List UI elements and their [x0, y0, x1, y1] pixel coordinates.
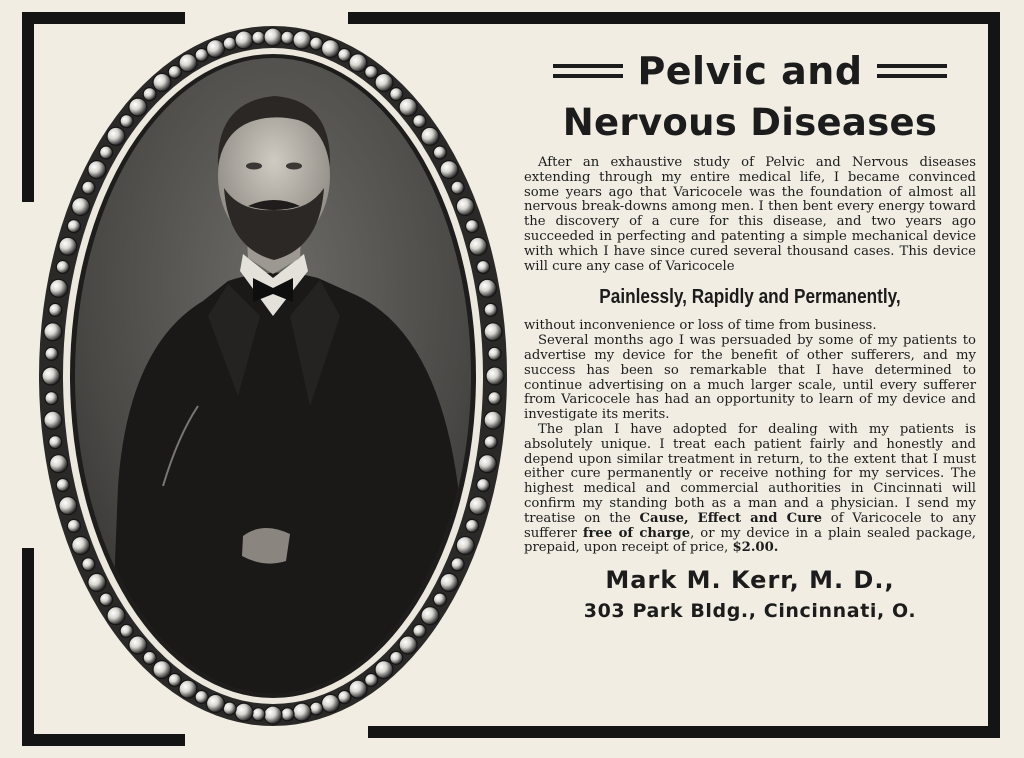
pearl-bead — [129, 98, 147, 116]
pearl-bead — [375, 73, 393, 91]
headline-title-2: Nervous Diseases — [562, 101, 938, 144]
pearl-bead — [322, 40, 340, 58]
decorative-rule-left — [553, 64, 623, 78]
pearl-bead — [82, 181, 95, 194]
pearl-bead — [100, 146, 113, 159]
pearl-bead — [88, 161, 106, 179]
pearl-bead — [281, 31, 294, 44]
pearl-bead — [477, 479, 490, 492]
pearl-bead — [50, 455, 68, 473]
pearl-bead — [223, 37, 236, 50]
pearl-bead — [477, 261, 490, 274]
pearl-bead — [143, 88, 156, 101]
pearl-bead — [67, 519, 80, 532]
pearl-bead — [59, 237, 77, 255]
pearl-bead — [484, 411, 502, 429]
pearl-bead — [72, 537, 90, 555]
paragraph-4-text-b: of Varicocele to any sufferer — [524, 510, 976, 541]
pearl-bead — [456, 198, 474, 216]
pearl-bead — [223, 702, 236, 715]
pearl-bead — [293, 703, 311, 721]
paragraph-4-bold-a: Cause, Effect and Cure — [639, 510, 823, 526]
pearl-bead — [421, 607, 439, 625]
pearl-bead — [451, 558, 464, 571]
headline-title-1: Pelvic and — [637, 49, 863, 93]
body-paragraph-3: Several months ago I was persuaded by some of my patients to advertise my device for the benefit of other sufferers, and my success has been so remarkable that I have determined to continue advertising on a much larger scale, until every sufferer from Varicocele has had an opportunity to learn of my device and investigate its merits. — [524, 333, 976, 423]
advertisement-text — [524, 44, 976, 622]
portrait-frame — [28, 16, 518, 738]
pearl-bead — [421, 127, 439, 145]
pearl-bead — [107, 607, 125, 625]
pearl-bead — [484, 303, 497, 316]
pearl-bead — [390, 651, 403, 664]
pearl-bead — [281, 708, 294, 721]
pearl-bead — [82, 558, 95, 571]
paragraph-4-text-c: , or my device in a plain sealed package, prepaid, upon receipt of price, — [524, 525, 976, 556]
pearl-bead — [310, 702, 323, 715]
pearl-bead — [451, 181, 464, 194]
pearl-bead — [466, 220, 479, 233]
pearl-bead — [72, 198, 90, 216]
signature-name: Mark M. Kerr, M. D., — [605, 566, 895, 595]
subheading: Painlessly, Rapidly and Permanently, — [599, 286, 901, 309]
pearl-bead — [338, 49, 351, 62]
pearl-bead — [365, 66, 378, 79]
pearl-bead — [252, 31, 265, 44]
pearl-bead — [413, 115, 426, 128]
body-paragraph-4 — [524, 423, 976, 556]
pearl-bead — [293, 31, 311, 49]
headline-line-1 — [524, 44, 976, 98]
pearl-bead — [168, 66, 181, 79]
pearl-bead — [56, 261, 69, 274]
pearl-bead — [456, 537, 474, 555]
pearl-bead — [207, 40, 225, 58]
paragraph-4-bold-c: $2.00. — [732, 540, 779, 556]
pearl-bead — [469, 237, 487, 255]
pearl-bead — [45, 392, 58, 405]
paragraph-4-bold-b: free of charge — [582, 525, 691, 541]
signature-address: 303 Park Bldg., Cincinnati, O. — [583, 600, 917, 623]
body-paragraph-1: After an exhaustive study of Pelvic and Nervous diseases extending through my entire medical life, I became convinced some years ago that Varicocele was the foundation of almost all nervous break-downs among men. I then bent every energy toward the discovery of a cure for this disease, and two years ago succeeded in perfecting and patenting a simple mechanical device with which I have since cured several thousand cases. This device will cure any case of Varicocele — [524, 155, 976, 274]
pearl-bead — [365, 674, 378, 687]
pearl-bead — [49, 436, 62, 449]
pearl-bead — [100, 593, 113, 606]
pearl-bead — [107, 127, 125, 145]
pearl-bead — [120, 115, 133, 128]
pearl-bead — [179, 54, 197, 72]
pearl-bead — [207, 694, 225, 712]
pearl-bead — [49, 303, 62, 316]
pearl-bead — [153, 73, 171, 91]
pearl-bead — [478, 455, 496, 473]
pearl-bead — [433, 593, 446, 606]
pearl-bead — [88, 573, 106, 591]
pearl-bead — [59, 497, 77, 515]
portrait-image — [28, 16, 518, 738]
body-paragraph-2: without inconvenience or loss of time from business. — [524, 318, 877, 334]
pearl-bead — [399, 636, 417, 654]
pearl-bead — [440, 573, 458, 591]
pearl-bead — [488, 347, 501, 360]
pearl-bead — [399, 98, 417, 116]
pearl-bead — [484, 436, 497, 449]
pearl-bead — [45, 347, 58, 360]
pearl-bead — [484, 323, 502, 341]
pearl-bead — [44, 411, 62, 429]
pearl-bead — [120, 624, 133, 637]
pearl-bead — [56, 479, 69, 492]
pearl-bead — [235, 703, 253, 721]
pearl-bead — [143, 651, 156, 664]
pearl-bead — [466, 519, 479, 532]
pearl-bead — [349, 680, 367, 698]
pearl-bead — [478, 279, 496, 297]
pearl-bead — [42, 367, 60, 385]
decorative-rule-right — [877, 64, 947, 78]
pearl-bead — [153, 661, 171, 679]
pearl-bead — [179, 680, 197, 698]
pearl-bead — [195, 691, 208, 704]
pearl-bead — [310, 37, 323, 50]
pearl-bead — [488, 392, 501, 405]
pearl-bead — [235, 31, 253, 49]
paragraph-4-text-a: The plan I have adopted for dealing with my patients is absolutely unique. I treat each patient fairly and honestly and depend upon similar treatment in return, to the extent that I must either cure permanently or receive nothing for my services. The highest medical and commercial authorities in Cincinnati will confirm my standing both as a man and a physician. I send my treatise on the — [524, 421, 976, 526]
pearl-bead — [67, 220, 80, 233]
pearl-bead — [486, 367, 504, 385]
pearl-bead — [413, 624, 426, 637]
pearl-bead — [390, 88, 403, 101]
pearl-bead — [375, 661, 393, 679]
pearl-bead — [168, 674, 181, 687]
frame-bar-right — [988, 12, 1000, 738]
pearl-bead — [264, 28, 282, 46]
pearl-bead — [252, 708, 265, 721]
pearl-bead — [349, 54, 367, 72]
pearl-bead — [440, 161, 458, 179]
pearl-bead — [469, 497, 487, 515]
pearl-bead — [129, 636, 147, 654]
pearl-bead — [44, 323, 62, 341]
pearl-bead — [433, 146, 446, 159]
pearl-bead — [322, 694, 340, 712]
pearl-bead — [50, 279, 68, 297]
pearl-bead — [264, 706, 282, 724]
